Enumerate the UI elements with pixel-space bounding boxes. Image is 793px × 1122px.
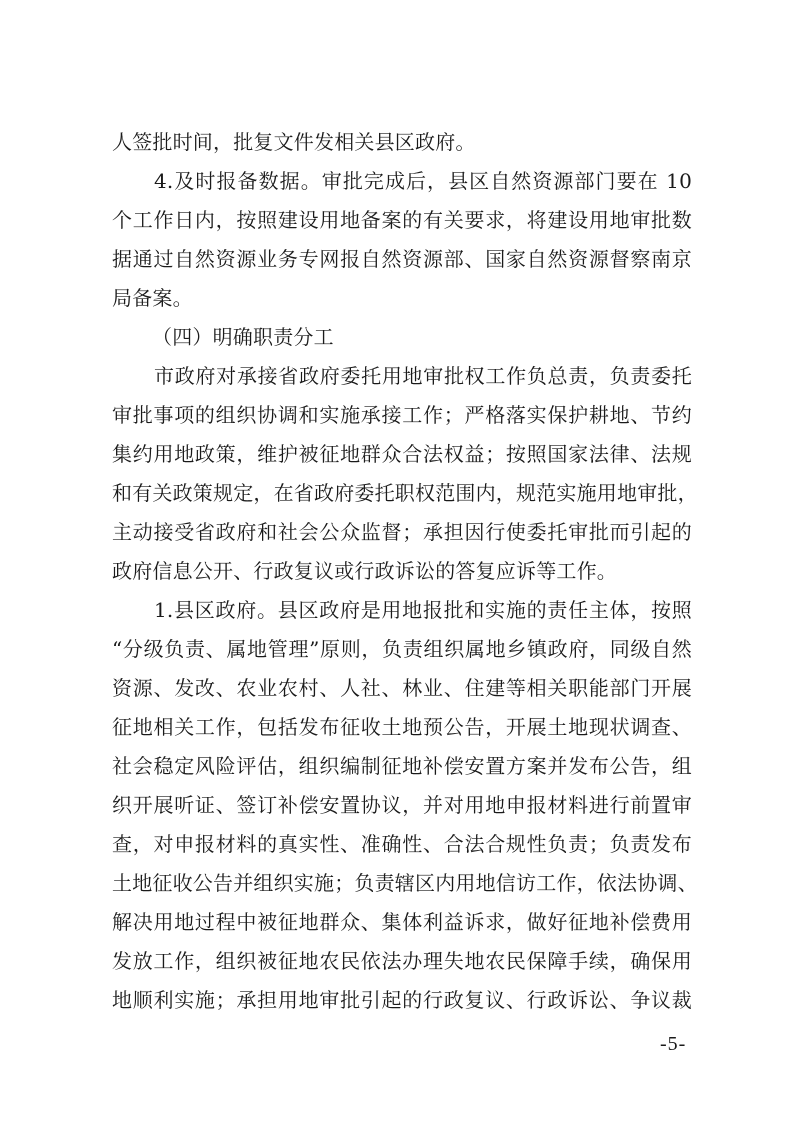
text-line: 4.及时报备数据。审批完成后，县区自然资源部门要在 10 — [154, 169, 692, 193]
text-line: “分级负责、属地管理”原则，负责组织属地乡镇政府，同级自然 — [112, 637, 692, 661]
text-line: 个工作日内，按照建设用地备案的有关要求，将建设用地审批数 — [112, 208, 692, 232]
text-line: 发放工作，组织被征地农民依法办理失地农民保障手续，确保用 — [112, 949, 692, 973]
text-line: 社会稳定风险评估，组织编制征地补偿安置方案并发布公告，组 — [112, 754, 692, 778]
text-line: 集约用地政策，维护被征地群众合法权益；按照国家法律、法规 — [112, 442, 692, 466]
text-line: 1.县区政府。县区政府是用地报批和实施的责任主体，按照 — [154, 598, 692, 622]
page-number: -5- — [660, 1033, 687, 1055]
text-line: 征地相关工作，包括发布征收土地预公告，开展土地现状调查、 — [112, 715, 692, 739]
text-line: 资源、发改、农业农村、人社、林业、住建等相关职能部门开展 — [112, 676, 692, 700]
section-heading: （四）明确职责分工 — [152, 325, 334, 349]
text-line: 人签批时间，批复文件发相关县区政府。 — [112, 130, 476, 154]
text-line: 地顺利实施；承担用地审批引起的行政复议、行政诉讼、争议裁 — [112, 988, 692, 1012]
text-line: 织开展听证、签订补偿安置协议，并对用地申报材料进行前置审 — [112, 793, 692, 817]
text-line: 审批事项的组织协调和实施承接工作；严格落实保护耕地、节约 — [112, 403, 692, 427]
text-line: 解决用地过程中被征地群众、集体利益诉求，做好征地补偿费用 — [112, 910, 692, 934]
text-line: 局备案。 — [112, 286, 193, 310]
document-body — [112, 123, 698, 1020]
text-line: 市政府对承接省政府委托用地审批权工作负总责，负责委托 — [154, 364, 692, 388]
text-line: 主动接受省政府和社会公众监督；承担因行使委托审批而引起的 — [112, 520, 692, 544]
text-line: 和有关政策规定，在省政府委托职权范围内，规范实施用地审批， — [112, 481, 698, 505]
text-line: 查，对申报材料的真实性、准确性、合法合规性负责；负责发布 — [112, 832, 692, 856]
text-line: 土地征收公告并组织实施；负责辖区内用地信访工作，依法协调、 — [112, 871, 698, 895]
text-line: 据通过自然资源业务专网报自然资源部、国家自然资源督察南京 — [112, 247, 692, 271]
text-line: 政府信息公开、行政复议或行政诉讼的答复应诉等工作。 — [112, 559, 617, 583]
